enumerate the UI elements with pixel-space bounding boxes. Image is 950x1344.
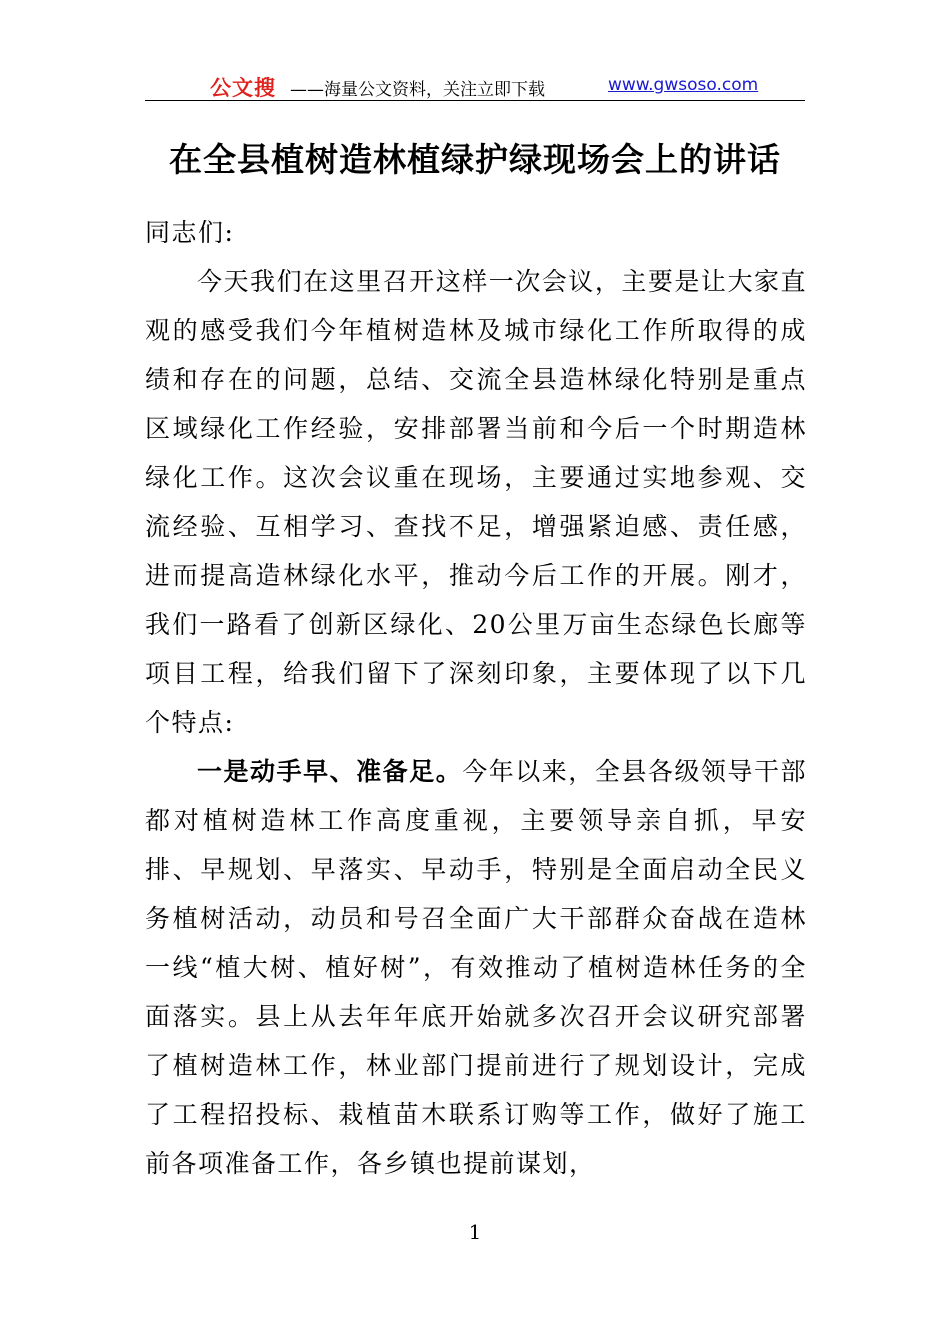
- paragraph-intro: 今天我们在这里召开这样一次会议，主要是让大家直观的感受我们今年植树造林及城市绿化工作所取得的成绩和存在的问题，总结、交流全县造林绿化特别是重点区域绿化工作经验，安排部署当前和今后一个时期造林绿化工作。这次会议重在现场，主要通过实地参观、交流经验、互相学习、查找不足，增强紧迫感、责任感，进而提高造林绿化水平，推动今后工作的开展。刚才，我们一路看了创新区绿化、20公里万亩生态绿色长廊等项目工程，给我们留下了深刻印象，主要体现了以下几个特点:: [145, 267, 807, 737]
- salutation: 同志们:: [145, 218, 235, 247]
- page-number: 1: [468, 1220, 482, 1244]
- document-title: 在全县植树造林植绿护绿现场会上的讲话: [169, 140, 781, 179]
- paragraph-lead: 一是动手早、准备足。: [197, 757, 463, 786]
- site-link[interactable]: www.gwsoso.com: [608, 75, 759, 95]
- brand-logo[interactable]: 公文搜: [210, 76, 276, 100]
- document-body: [145, 208, 807, 1188]
- header-slogan: ——海量公文资料，关注立即下载: [290, 80, 545, 100]
- paragraph-body: 今年以来，全县各级领导干部都对植树造林工作高度重视，主要领导亲自抓，早安排、早规划、早落实、早动手，特别是全面启动全民义务植树活动，动员和号召全面广大干部群众奋战在造林一线“植大树、植好树”，有效推动了植树造林任务的全面落实。县上从去年年底开始就多次召开会议研究部署了植树造林工作，林业部门提前进行了规划设计，完成了工程招投标、栽植苗木联系订购等工作，做好了施工前各项准备工作，各乡镇也提前谋划，: [145, 757, 807, 1178]
- paragraph-point-one: [145, 747, 807, 1188]
- document-header: [145, 72, 805, 101]
